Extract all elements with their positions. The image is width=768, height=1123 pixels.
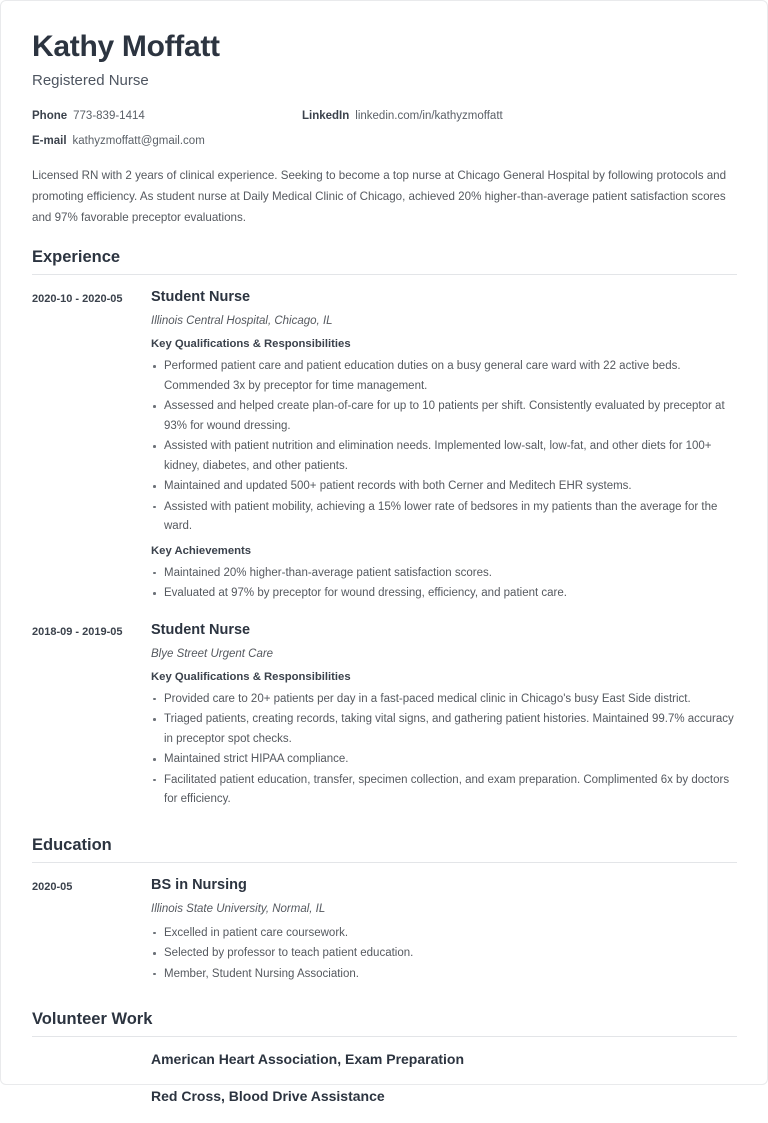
experience-qualifications-list — [151, 690, 737, 810]
list-item: Evaluated at 97% by preceptor for wound dressing, efficiency, and patient care. — [151, 584, 737, 604]
contact-phone-label: Phone — [32, 110, 68, 122]
experience-dates: 2018-09 - 2019-05 — [32, 625, 123, 638]
section-title-volunteer-work: Volunteer Work — [32, 1010, 153, 1028]
education-school: Illinois State University, Normal, IL — [151, 902, 326, 915]
education-degree: BS in Nursing — [151, 876, 247, 893]
list-item: Maintained strict HIPAA compliance. — [151, 750, 737, 770]
section-volunteer-work — [32, 1008, 737, 1123]
experience-qualifications-label: Key Qualifications & Responsibilities — [151, 338, 351, 350]
section-divider — [32, 274, 737, 275]
list-item: Provided care to 20+ patients per day in a fast-paced medical clinic in Chicago's busy East Side district. — [151, 690, 737, 710]
candidate-name: Kathy Moffatt — [32, 30, 220, 63]
experience-qualifications-list — [151, 357, 737, 537]
list-item: Selected by professor to teach patient education. — [151, 944, 737, 964]
volunteer-entry — [32, 1049, 737, 1086]
contact-phone — [32, 109, 302, 124]
list-item: Maintained and updated 500+ patient records with both Cerner and Meditech EHR systems. — [151, 477, 737, 497]
list-item: Performed patient care and patient education duties on a busy general care ward with 22 active beds. Commended 3x by preceptor for time management. — [151, 357, 737, 396]
professional-summary: Licensed RN with 2 years of clinical experience. Seeking to become a top nurse at Chicago General Hospital by following protocols and promoting efficiency. As student nurse at Daily Medical Clinic of Chicago, achieved 20% higher-than-average patient satisfaction scores and 97% favorable preceptor evaluations. — [32, 169, 727, 224]
volunteer-title: Red Cross, Blood Drive Assistance — [151, 1088, 385, 1104]
section-divider — [32, 1036, 737, 1037]
section-experience — [32, 246, 737, 816]
contact-linkedin-value[interactable]: linkedin.com/in/kathyzmoffatt — [355, 110, 503, 122]
contact-details — [32, 109, 737, 149]
education-entry — [32, 875, 737, 991]
education-entry-body — [151, 875, 737, 991]
contact-row-secondary — [32, 134, 737, 149]
list-item: Assisted with patient nutrition and elimination needs. Implemented low-salt, low-fat, and other diets for 100+ kidney, diabetes, and other patients. — [151, 437, 737, 476]
experience-achievements-label: Key Achievements — [151, 544, 252, 557]
contact-linkedin[interactable] — [302, 109, 503, 124]
contact-email-label: E-mail — [32, 135, 67, 147]
section-education — [32, 834, 737, 991]
volunteer-entry — [32, 1086, 737, 1123]
experience-role: Student Nurse — [151, 289, 251, 305]
contact-phone-value: 773-839-1414 — [73, 110, 145, 122]
section-title-education: Education — [32, 835, 112, 854]
experience-organization: Illinois Central Hospital, Chicago, IL — [151, 315, 333, 327]
experience-role: Student Nurse — [151, 621, 251, 638]
candidate-job-title: Registered Nurse — [32, 72, 149, 89]
list-item: Excelled in patient care coursework. — [151, 924, 737, 944]
experience-qualifications-label: Key Qualifications & Responsibilities — [151, 670, 351, 683]
section-divider — [32, 862, 737, 863]
contact-email[interactable] — [32, 134, 302, 149]
education-dates: 2020-05 — [32, 880, 73, 893]
contact-email-value[interactable]: kathyzmoffatt@gmail.com — [72, 135, 205, 147]
list-item: Triaged patients, creating records, taking vital signs, and gathering patient histories. Maintained 99.7% accuracy in preceptor spot checks. — [151, 710, 737, 749]
education-bullets-list — [151, 924, 737, 985]
list-item: Maintained 20% higher-than-average patient satisfaction scores. — [151, 564, 737, 584]
list-item: Assessed and helped create plan-of-care for up to 10 patients per shift. Consistently evaluated by preceptor at 93% for wound dressing. — [151, 397, 737, 436]
experience-entry — [32, 620, 737, 816]
list-item: Assisted with patient mobility, achieving a 15% lower rate of bedsores in my patients than the average for the ward. — [151, 498, 737, 537]
resume-header — [32, 29, 737, 228]
experience-dates: 2020-10 - 2020-05 — [32, 293, 123, 305]
experience-achievements-list — [151, 564, 737, 604]
experience-organization: Blye Street Urgent Care — [151, 647, 274, 660]
list-item: Member, Student Nursing Association. — [151, 965, 737, 985]
contact-linkedin-label: LinkedIn — [302, 110, 350, 122]
list-item: Facilitated patient education, transfer, specimen collection, and exam preparation. Complimented 6x by doctors for efficiency. — [151, 771, 737, 810]
experience-entry-body — [151, 287, 737, 610]
volunteer-title: American Heart Association, Exam Preparation — [151, 1051, 465, 1067]
experience-entry-body — [151, 620, 737, 816]
experience-entry — [32, 287, 737, 610]
contact-row-primary — [32, 109, 737, 124]
section-title-experience: Experience — [32, 248, 121, 266]
